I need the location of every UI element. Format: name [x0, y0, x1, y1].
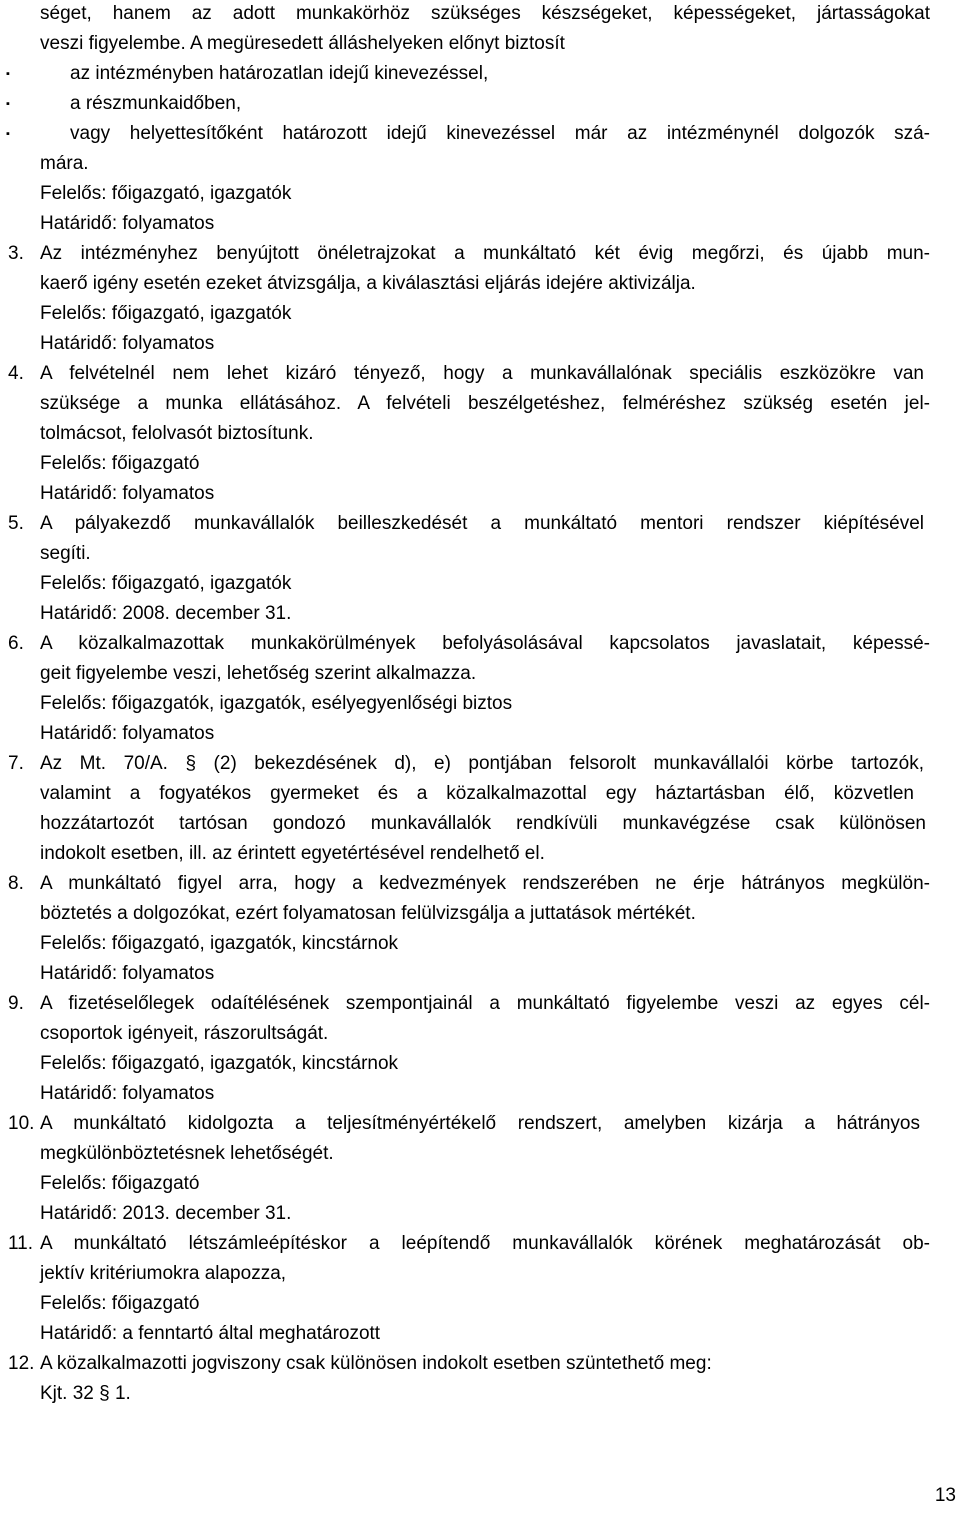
item-text-line: A pályakezdő munkavállalók beilleszkedését a munkáltató mentori rendszer kiépítésével	[40, 513, 924, 534]
item-text-line: hozzátartozót tartósan gondozó munkavállalók rendkívüli munkavégzése csak különösen	[40, 813, 926, 834]
item-text-line: szüksége a munka ellátásához. A felvételi beszélgetéshez, felméréshez szükség esetén jel-	[40, 393, 930, 414]
item-number: 12.	[8, 1353, 35, 1374]
deadline-line: Határidő: folyamatos	[40, 483, 215, 504]
item-number: 9.	[8, 993, 24, 1014]
item-text-line: jektív kritériumokra alapozza,	[40, 1263, 287, 1284]
item-number: 8.	[8, 873, 24, 894]
item-text-line: A munkáltató létszámleépítéskor a leépítendő munkavállalók körének meghatározását ob-	[40, 1233, 930, 1254]
responsible-line: Felelős: főigazgató, igazgatók, kincstárnok	[40, 1053, 399, 1074]
item-text-line: Az intézményhez benyújtott önéletrajzokat a munkáltató két évig megőrzi, és újabb mun-	[40, 243, 930, 264]
deadline-line: Határidő: 2008. december 31.	[40, 603, 292, 624]
deadline-line: Határidő: folyamatos	[40, 1083, 215, 1104]
item-text-line: megkülönböztetésnek lehetőségét.	[40, 1143, 334, 1164]
item-number: 4.	[8, 363, 24, 384]
item-text-line: indokolt esetben, ill. az érintett egyetértésével rendelhető el.	[40, 843, 545, 864]
deadline-line: Határidő: folyamatos	[40, 333, 215, 354]
item-text-line: geit figyelembe veszi, lehetőség szerint alkalmazza.	[40, 663, 477, 684]
square-bullet-icon: ▪	[6, 98, 10, 110]
item-number: 10.	[8, 1113, 35, 1134]
bullet-item-1: az intézményben határozatlan idejű kinevezéssel,	[70, 63, 489, 84]
responsible-line: Felelős: főigazgató	[40, 453, 200, 474]
responsible-line: Felelős: főigazgató	[40, 1293, 200, 1314]
bullet-item-3-continuation: mára.	[40, 153, 89, 174]
responsible-line: Felelős: főigazgató, igazgatók, kincstárnok	[40, 933, 399, 954]
bullet-item-2: a részmunkaidőben,	[70, 93, 242, 114]
responsible-line: Felelős: főigazgató, igazgatók	[40, 303, 292, 324]
item-text-line: kaerő igény esetén ezeket átvizsgálja, a kiválasztási eljárás idejére aktivizálja.	[40, 273, 696, 294]
item-text-line: böztetés a dolgozókat, ezért folyamatosan felülvizsgálja a juttatások mértékét.	[40, 903, 696, 924]
item-number: 6.	[8, 633, 24, 654]
bullet-item-3: vagy helyettesítőként határozott idejű kinevezéssel már az intézménynél dolgozók szá-	[70, 123, 930, 144]
item-number: 3.	[8, 243, 24, 264]
item-number: 11.	[8, 1233, 34, 1254]
deadline-line: Határidő: folyamatos	[40, 213, 215, 234]
item-text-line: A munkáltató figyel arra, hogy a kedvezmények rendszerében ne érje hátrányos megkülön-	[40, 873, 930, 894]
item-text-line: A felvételnél nem lehet kizáró tényező, hogy a munkavállalónak speciális eszközökre van	[40, 363, 924, 384]
item-number: 7.	[8, 753, 24, 774]
deadline-line: Határidő: folyamatos	[40, 963, 215, 984]
item-text-line: tolmácsot, felolvasót biztosítunk.	[40, 423, 314, 444]
item-text-line: csoportok igényeit, rászorultságát.	[40, 1023, 329, 1044]
item-text-line: valamint a fogyatékos gyermeket és a közalkalmazottal egy háztartásban élő, közvetlen	[40, 783, 914, 804]
item-text-line: segíti.	[40, 543, 91, 564]
item-text-line: A közalkalmazottak munkakörülmények befolyásolásával kapcsolatos javaslatait, képessé-	[40, 633, 930, 654]
page-number: 13	[934, 1485, 956, 1506]
square-bullet-icon: ▪	[6, 128, 10, 140]
responsible-line: Felelős: főigazgató	[40, 1173, 200, 1194]
item-text-line: A munkáltató kidolgozta a teljesítményértékelő rendszert, amelyben kizárja a hátrányos	[40, 1113, 920, 1134]
responsible-line: Felelős: főigazgatók, igazgatók, esélyegyenlőségi biztos	[40, 693, 513, 714]
item-text-line: A közalkalmazotti jogviszony csak különösen indokolt esetben szüntethető meg:	[40, 1353, 712, 1374]
deadline-line: Határidő: a fenntartó által meghatározott	[40, 1323, 381, 1344]
intro-line-2: veszi figyelembe. A megüresedett álláshelyeken előnyt biztosít	[40, 33, 565, 54]
square-bullet-icon: ▪	[6, 68, 10, 80]
item-text-line: Kjt. 32 § 1.	[40, 1383, 131, 1404]
responsible-line: Felelős: főigazgató, igazgatók	[40, 573, 292, 594]
item-number: 5.	[8, 513, 24, 534]
deadline-line: Határidő: 2013. december 31.	[40, 1203, 292, 1224]
item-text-line: Az Mt. 70/A. § (2) bekezdésének d), e) pontjában felsorolt munkavállalói körbe tartozók,	[40, 753, 924, 774]
intro-line-1: séget, hanem az adott munkakörhöz szükséges készségeket, képességeket, jártasságokat	[40, 3, 930, 24]
responsible-line: Felelős: főigazgató, igazgatók	[40, 183, 292, 204]
deadline-line: Határidő: folyamatos	[40, 723, 215, 744]
item-text-line: A fizetéselőlegek odaítélésének szempontjainál a munkáltató figyelembe veszi az egyes cél-	[40, 993, 930, 1014]
